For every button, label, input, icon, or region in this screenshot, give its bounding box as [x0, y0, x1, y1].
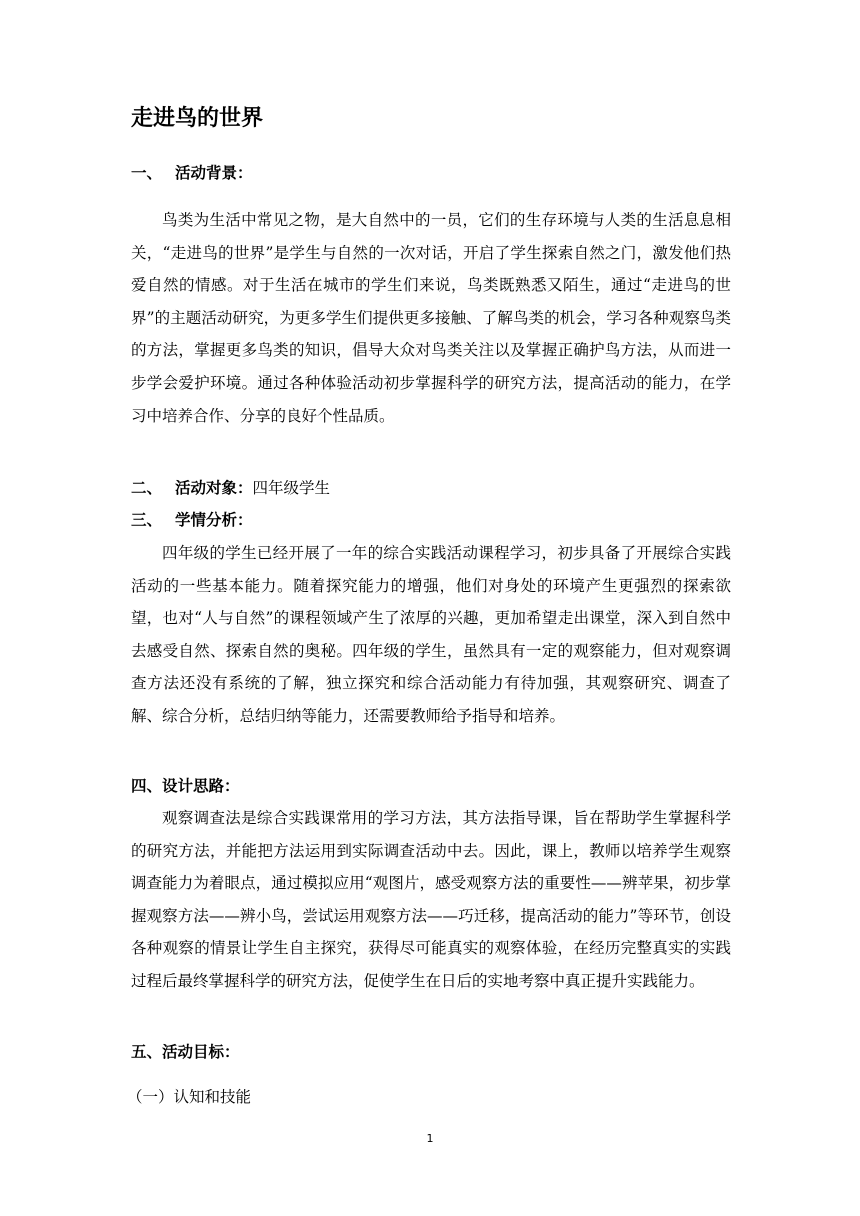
page-number: 1 [426, 1132, 434, 1145]
analysis-paragraph: 四年级的学生已经开展了一年的综合实践活动课程学习，初步具备了开展综合实践活动的一些基本能力。随着探究能力的增强，他们对身处的环境产生更强烈的探索欲望，也对“人与自然”的课程领域产生了浓厚的兴趣，更加希望走出课堂，深入到自然中去感受自然、探索自然的奥秘。四年级的学生，虽然具有一定的观察能力，但对观察调查方法还没有系统的了解，独立探究和综合活动能力有待加强，其观察研究、调查了解、综合分析，总结归纳等能力，还需要教师给予指导和培养。 [131, 544, 731, 725]
section-label: 活动对象： [175, 479, 253, 497]
section-heading-background [131, 161, 253, 185]
section-label: 学情分析： [175, 511, 253, 529]
section-heading-analysis [131, 508, 253, 532]
section-heading-goals: 五、活动目标： [131, 1043, 240, 1061]
section-heading-design: 四、设计思路： [131, 777, 240, 795]
document-title: 走进鸟的世界 [131, 106, 264, 131]
section-number: 三、 [131, 511, 163, 529]
background-paragraph: 鸟类为生活中常见之物，是大自然中的一员，它们的生存环境与人类的生活息息相关，“走进鸟的世界”是学生与自然的一次对话，开启了学生探索自然之门，激发他们热爱自然的情感。对于生活在城市的学生们来说，鸟类既熟悉又陌生，通过“走进鸟的世界”的主题活动研究，为更多学生们提供更多接触、了解鸟类的机会，学习各种观察鸟类的方法，掌握更多鸟类的知识，倡导大众对鸟类关注以及掌握正确护鸟方法，从而进一步学会爱护环境。通过各种体验活动初步掌握科学的研究方法，提高活动的能力，在学习中培养合作、分享的良好个性品质。 [131, 211, 731, 425]
design-paragraph: 观察调查法是综合实践课常用的学习方法，其方法指导课，旨在帮助学生掌握科学的研究方法，并能把方法运用到实际调查活动中去。因此，课上，教师以培养学生观察调查能力为着眼点，通过模拟应用“观图片，感受观察方法的重要性——辨苹果，初步掌握观察方法——辨小鸟，尝试运用观察方法——巧迁移，提高活动的能力”等环节，创设各种观察的情景让学生自主探究，获得尽可能真实的观察体验，在经历完整真实的实践过程后最终掌握科学的研究方法，促使学生在日后的实地考察中真正提升实践能力。 [131, 809, 731, 990]
section-number: 一、 [131, 164, 163, 182]
goals-subheading: （一）认知和技能 [127, 1088, 252, 1106]
audience-value: 四年级学生 [252, 479, 331, 497]
section-number: 二、 [131, 479, 163, 497]
section-heading-audience [131, 476, 330, 500]
section-label: 活动背景： [175, 164, 253, 182]
